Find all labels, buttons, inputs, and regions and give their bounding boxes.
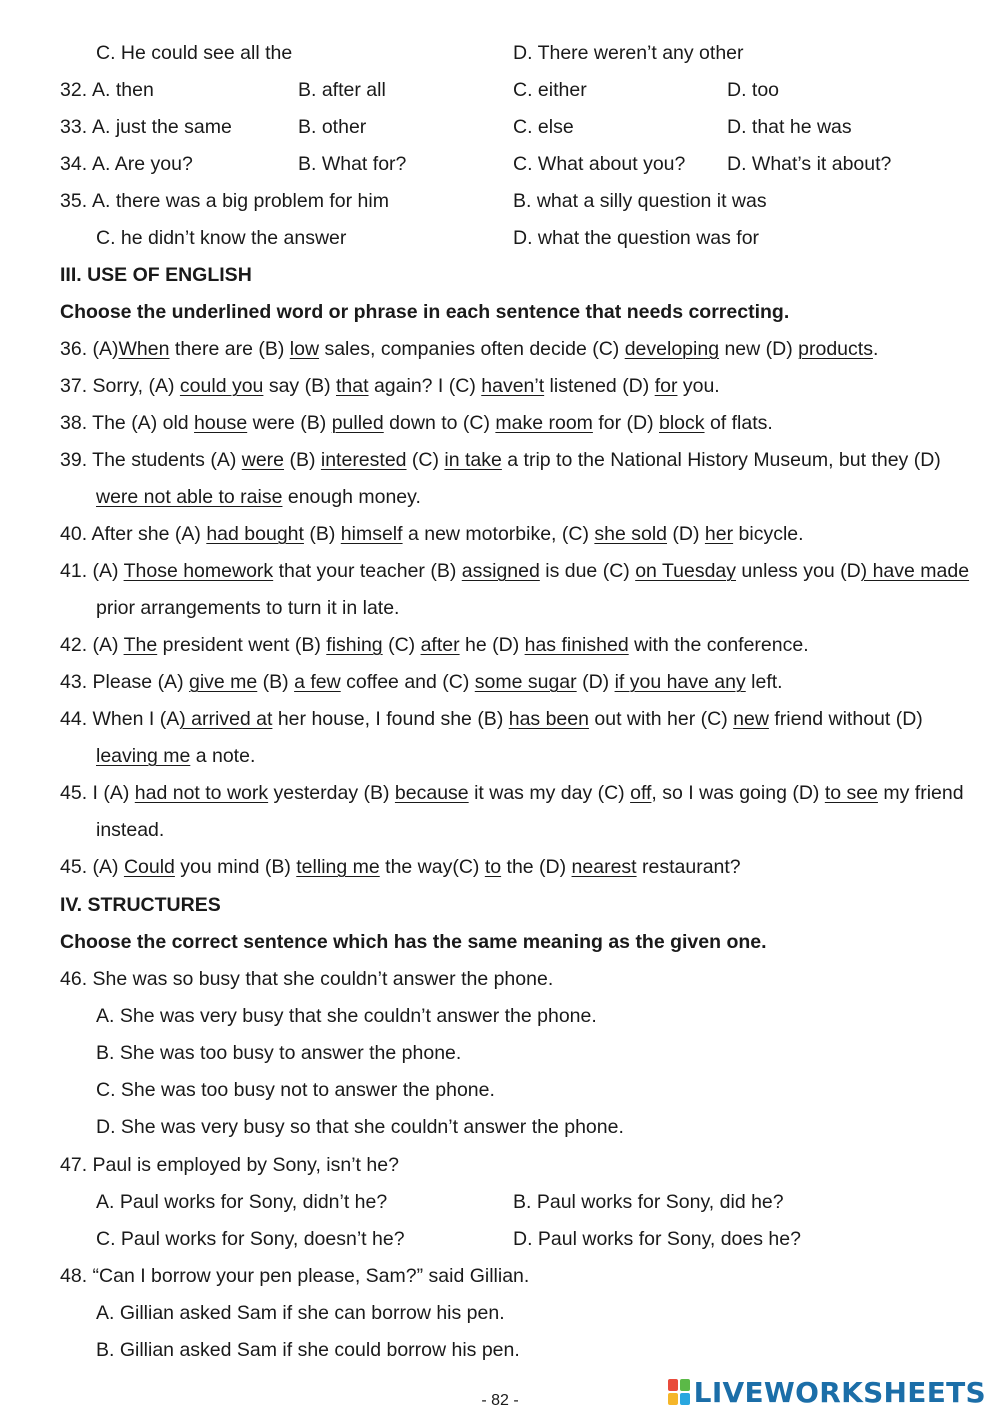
underlined-option-text: ) arrived at [179, 708, 273, 730]
question-number: 33. [60, 116, 88, 138]
question-48-option-b: B. Gillian asked Sam if she could borrow his pen. [96, 1339, 520, 1361]
question-37 [60, 371, 970, 401]
option-d: D. There weren’t any other [513, 42, 744, 64]
sentence-text: 39. The students (A) [60, 449, 242, 471]
underlined-option-text: a few [294, 671, 341, 693]
option-d: D. Paul works for Sony, does he? [513, 1228, 801, 1250]
underlined-option-text: had not to work [134, 782, 269, 804]
option-b: B. what a silly question it was [513, 190, 767, 212]
question-38 [60, 408, 970, 438]
option-a: A. there was a big problem for him [92, 190, 389, 212]
underlined-option-text: in take [444, 449, 502, 471]
underlined-option-text: that [336, 375, 369, 397]
section-heading-structures: IV. STRUCTURES [60, 894, 221, 916]
question-34 [60, 149, 970, 179]
underlined-option-text: fishing [326, 634, 383, 656]
q31-options-row [60, 38, 970, 68]
sentence-text: of flats. [704, 412, 773, 434]
option-d: D. that he was [727, 116, 852, 138]
underlined-option-text: had bought [206, 523, 304, 545]
question-44-cont [96, 741, 970, 771]
logo-square-red [668, 1379, 678, 1391]
underlined-option-text: assigned [461, 560, 540, 582]
sentence-text: you mind (B) [174, 856, 297, 878]
sentence-text: you. [677, 375, 720, 397]
question-46-option-a: A. She was very busy that she couldn’t answer the phone. [96, 1005, 597, 1027]
underlined-option-text: off [630, 782, 652, 804]
question-46-option-c: C. She was too busy not to answer the phone. [96, 1079, 495, 1101]
underlined-option-text: because [394, 782, 469, 804]
sentence-text: 41. (A) [60, 560, 124, 582]
question-number: 32. [60, 79, 88, 101]
sentence-text: listened (D) [544, 375, 655, 397]
logo-square-green [680, 1379, 690, 1391]
underlined-option-text: interested [320, 449, 407, 471]
page-number: - 82 - [481, 1392, 519, 1409]
option-c: C. else [513, 116, 574, 138]
sentence-text: (C) [382, 634, 421, 656]
logo-square-lightblue [680, 1393, 690, 1405]
sentence-text: the (D) [501, 856, 572, 878]
underlined-option-text: could you [179, 375, 264, 397]
underlined-option-text: house [194, 412, 248, 434]
sentence-text: . [872, 338, 879, 360]
sentence-text: 44. When I (A [60, 708, 180, 730]
question-45-cont: instead. [96, 819, 165, 841]
option-c: C. What about you? [513, 153, 686, 175]
question-47-row1 [60, 1187, 970, 1217]
question-44 [60, 704, 970, 734]
sentence-text: (B) [257, 671, 295, 693]
underlined-option-text: she sold [594, 523, 668, 545]
underlined-option-text: to [484, 856, 502, 878]
sentence-text: (C) [406, 449, 445, 471]
sentence-text: 40. After she (A) [60, 523, 207, 545]
sentence-text: enough money. [282, 486, 421, 508]
question-number: 34. [60, 153, 88, 175]
sentence-text: 45. I (A) [60, 782, 135, 804]
sentence-text: again? I (C) [368, 375, 482, 397]
underlined-option-text: were [241, 449, 285, 471]
sentence-text: say (B) [263, 375, 336, 397]
question-47-row2 [60, 1224, 970, 1254]
underlined-option-text: has finished [524, 634, 629, 656]
underlined-option-text: Could [123, 856, 175, 878]
option-c: C. Paul works for Sony, doesn’t he? [96, 1228, 405, 1250]
option-d: D. too [727, 79, 780, 101]
sentence-text: down to (C) [383, 412, 496, 434]
underlined-option-text: Those homework [123, 560, 274, 582]
sentence-text: the way(C) [379, 856, 485, 878]
option-b: B. What for? [298, 153, 407, 175]
underlined-option-text: nearest [571, 856, 637, 878]
sentence-text: coffee and (C) [340, 671, 475, 693]
sentence-text: a new motorbike, (C) [402, 523, 595, 545]
option-a: A. Are you? [92, 153, 193, 175]
question-47-stem: 47. Paul is employed by Sony, isn’t he? [60, 1154, 399, 1176]
sentence-text: it was my day (C) [468, 782, 631, 804]
question-33 [60, 112, 970, 142]
sentence-text: left. [745, 671, 783, 693]
question-46-stem: 46. She was so busy that she couldn’t answer the phone. [60, 968, 554, 990]
underlined-option-text: her [704, 523, 734, 545]
sentence-text: that your teacher (B) [273, 560, 462, 582]
question-41 [60, 556, 970, 586]
option-d: D. What’s it about? [727, 153, 892, 175]
underlined-option-text: telling me [296, 856, 380, 878]
question-46-option-d: D. She was very busy so that she couldn’t answer the phone. [96, 1116, 624, 1138]
question-41-cont: prior arrangements to turn it in late. [96, 597, 400, 619]
sentence-text: (B) [303, 523, 341, 545]
sentence-text: sales, companies often decide (C) [319, 338, 625, 360]
question-42 [60, 630, 970, 660]
question-number: 35. [60, 190, 88, 212]
question-48-stem: 48. “Can I borrow your pen please, Sam?” said Gillian. [60, 1265, 530, 1287]
underlined-option-text: make room [495, 412, 593, 434]
question-39 [60, 445, 970, 475]
sentence-text: with the conference. [628, 634, 809, 656]
underlined-option-text: leaving me [96, 745, 191, 767]
sentence-text: 36. (A) [60, 338, 119, 360]
sentence-text: yesterday (B) [268, 782, 395, 804]
sentence-text: 37. Sorry, (A) [60, 375, 180, 397]
underlined-option-text: give me [188, 671, 258, 693]
sentence-text: a note. [190, 745, 256, 767]
question-35 [60, 186, 970, 216]
underlined-option-text: The [123, 634, 158, 656]
sentence-text: for (D) [592, 412, 659, 434]
option-c: C. either [513, 79, 587, 101]
sentence-text: is due (C) [539, 560, 636, 582]
liveworksheets-icon [668, 1379, 690, 1405]
underlined-option-text: haven’t [481, 375, 545, 397]
question-45 [60, 778, 970, 808]
underlined-option-text: products [798, 338, 873, 360]
underlined-option-text: When [118, 338, 170, 360]
question-43 [60, 667, 970, 697]
sentence-text: a trip to the National History Museum, but they (D) [501, 449, 941, 471]
question-46-option-b: B. She was too busy to answer the phone. [96, 1042, 462, 1064]
sentence-text: (D) [576, 671, 615, 693]
option-a: A. just the same [92, 116, 232, 138]
sentence-text: bicycle. [733, 523, 804, 545]
sentence-text: my friend [877, 782, 964, 804]
underlined-option-text: new [733, 708, 769, 730]
question-40 [60, 519, 970, 549]
logo-square-yellow [668, 1393, 678, 1405]
underlined-option-text: some sugar [474, 671, 577, 693]
sentence-text: he (D) [459, 634, 525, 656]
underlined-option-text: to see [824, 782, 878, 804]
option-a: A. then [92, 79, 154, 101]
section-heading-use-of-english: III. USE OF ENGLISH [60, 264, 252, 286]
option-d: D. what the question was for [513, 227, 760, 249]
option-b: B. after all [298, 79, 386, 101]
underlined-option-text: developing [624, 338, 720, 360]
question-35-row2 [60, 223, 970, 253]
section-instruction-structures: Choose the correct sentence which has the same meaning as the given one. [60, 931, 767, 953]
sentence-text: out with her (C) [588, 708, 734, 730]
option-a: A. Paul works for Sony, didn’t he? [96, 1191, 388, 1213]
sentence-text: were (B) [247, 412, 332, 434]
sentence-text: restaurant? [636, 856, 741, 878]
underlined-option-text: if you have any [614, 671, 746, 693]
question-48-option-a: A. Gillian asked Sam if she can borrow his pen. [96, 1302, 505, 1324]
sentence-text: there are (B) [169, 338, 290, 360]
option-c: C. he didn’t know the answer [96, 227, 347, 249]
question-39-cont [96, 482, 970, 512]
question-32 [60, 75, 970, 105]
question-36 [60, 334, 970, 364]
sentence-text: her house, I found she (B) [272, 708, 509, 730]
section-instruction: Choose the underlined word or phrase in each sentence that needs correcting. [60, 301, 790, 323]
question-45-second [60, 852, 970, 882]
sentence-text: 43. Please (A) [60, 671, 189, 693]
option-b: B. Paul works for Sony, did he? [513, 1191, 784, 1213]
underlined-option-text: ) have made [860, 560, 970, 582]
sentence-text: , so I was going (D) [651, 782, 825, 804]
sentence-text: friend without (D) [768, 708, 923, 730]
sentence-text: 42. (A) [60, 634, 124, 656]
sentence-text: (B) [284, 449, 321, 471]
sentence-text: new (D) [719, 338, 799, 360]
option-b: B. other [298, 116, 367, 138]
underlined-option-text: were not able to raise [96, 486, 283, 508]
sentence-text: (D) [667, 523, 705, 545]
liveworksheets-logo[interactable] [668, 1372, 986, 1412]
sentence-text: unless you (D [736, 560, 861, 582]
underlined-option-text: low [289, 338, 320, 360]
brand-name: LIVEWORKSHEETS [693, 1375, 986, 1409]
sentence-text: 45. (A) [60, 856, 124, 878]
underlined-option-text: block [659, 412, 705, 434]
underlined-option-text: himself [340, 523, 403, 545]
underlined-option-text: after [420, 634, 460, 656]
sentence-text: president went (B) [157, 634, 327, 656]
underlined-option-text: has been [508, 708, 589, 730]
underlined-option-text: on Tuesday [635, 560, 737, 582]
underlined-option-text: pulled [331, 412, 384, 434]
underlined-option-text: for [654, 375, 678, 397]
sentence-text: 38. The (A) old [60, 412, 195, 434]
option-c: C. He could see all the [96, 42, 293, 64]
